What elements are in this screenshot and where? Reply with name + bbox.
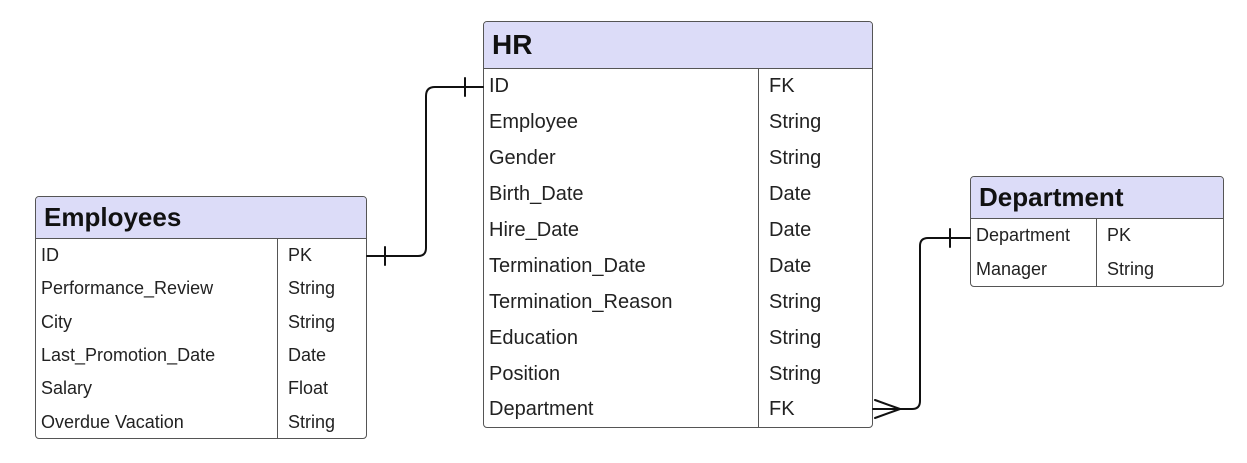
table-row[interactable]: [484, 320, 872, 356]
field-name: Gender: [489, 147, 556, 170]
column-divider: [758, 69, 759, 428]
column-divider: [1096, 219, 1097, 286]
field-name: Position: [489, 362, 561, 385]
field-name: Termination_Date: [489, 254, 646, 277]
column-divider: [277, 239, 278, 439]
field-type: String: [288, 411, 336, 432]
table-row[interactable]: [484, 141, 872, 177]
many-marker-hr-side: [875, 400, 900, 418]
field-type: String: [1107, 258, 1155, 279]
table-row[interactable]: [484, 177, 872, 213]
field-name: Education: [489, 326, 578, 349]
field-type: PK: [288, 245, 313, 266]
department-table[interactable]: [970, 176, 1224, 287]
table-row[interactable]: [484, 356, 872, 392]
employees-table[interactable]: [35, 196, 367, 439]
field-type: Date: [288, 345, 327, 366]
field-name: Manager: [976, 258, 1048, 279]
field-name: Employee: [489, 111, 578, 134]
field-name: Department: [976, 225, 1071, 246]
connector-employees-hr[interactable]: [367, 87, 483, 256]
field-type: FK: [769, 75, 795, 98]
table-row[interactable]: [971, 219, 1223, 253]
field-type: String: [288, 278, 336, 299]
field-name: Birth_Date: [489, 183, 584, 206]
hr-table-rows: [484, 69, 872, 428]
table-row[interactable]: [36, 372, 366, 405]
hr-table[interactable]: [483, 21, 873, 428]
field-type: String: [769, 290, 822, 313]
field-name: Salary: [41, 378, 93, 399]
table-row[interactable]: [36, 405, 366, 438]
field-type: Date: [769, 219, 812, 241]
field-type: Date: [769, 254, 812, 277]
table-row[interactable]: [36, 272, 366, 305]
field-type: String: [769, 147, 822, 170]
table-row[interactable]: [484, 284, 872, 320]
table-row[interactable]: [484, 69, 872, 105]
table-row[interactable]: [36, 239, 366, 272]
hr-table-title: HR: [484, 22, 872, 69]
employees-table-title: Employees: [36, 197, 366, 239]
field-name: City: [41, 311, 72, 332]
field-type: String: [769, 326, 822, 349]
table-row[interactable]: [36, 339, 366, 372]
field-type: String: [288, 311, 336, 332]
table-row[interactable]: [484, 213, 872, 249]
field-name: Overdue Vacation: [41, 411, 184, 432]
field-type: String: [769, 362, 822, 385]
field-name: Last_Promotion_Date: [41, 345, 216, 366]
table-row[interactable]: [484, 392, 872, 428]
table-row[interactable]: [36, 306, 366, 339]
field-name: Performance_Review: [41, 278, 214, 299]
table-row[interactable]: [971, 253, 1223, 287]
department-table-title: Department: [971, 177, 1223, 219]
field-name: Department: [489, 398, 594, 421]
connector-hr-department[interactable]: [873, 238, 970, 409]
field-type: Date: [769, 183, 812, 206]
department-table-rows: [971, 219, 1223, 286]
field-name: ID: [489, 75, 509, 98]
employees-table-rows: [36, 239, 366, 439]
field-type: FK: [769, 398, 795, 421]
table-row[interactable]: [484, 248, 872, 284]
field-name: Hire_Date: [489, 219, 580, 241]
field-type: PK: [1107, 225, 1132, 246]
field-name: ID: [41, 245, 59, 266]
field-type: String: [769, 111, 822, 134]
field-type: Float: [288, 378, 329, 399]
field-name: Termination_Reason: [489, 290, 673, 313]
table-row[interactable]: [484, 105, 872, 141]
